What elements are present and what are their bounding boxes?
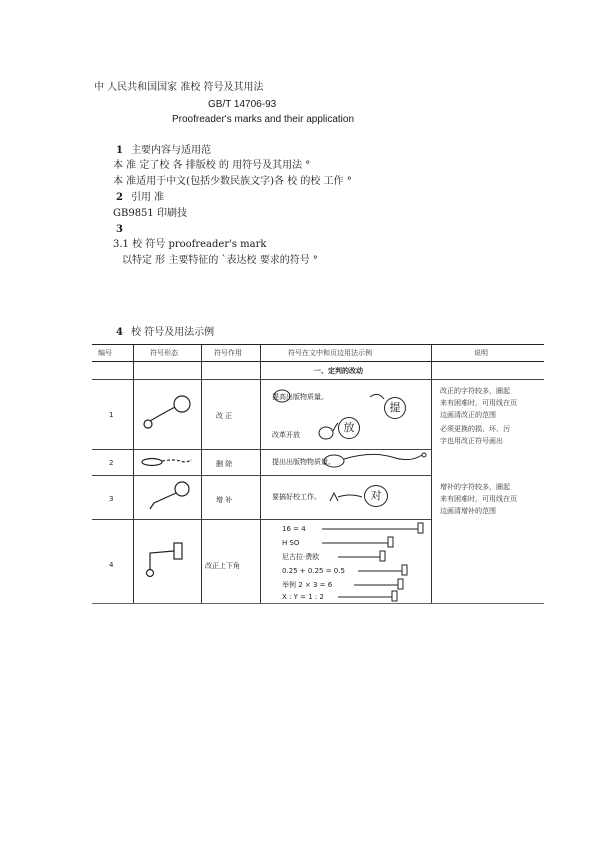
section-4-title: 校 符号及用法示例	[131, 327, 215, 338]
row-3-note-line-2: 来有困难时，可用线在页	[440, 495, 517, 503]
proofreading-marks-table	[92, 344, 544, 604]
row-1-margin-mark-2: 放	[338, 417, 360, 439]
correct-mark-symbol-icon	[142, 393, 194, 433]
section-3-1-term: 3.1 校 符号 proofreader's mark	[113, 239, 267, 250]
row-3-note-line-1: 增补的字符较多，圈起	[440, 483, 510, 491]
row-3-number: 3	[109, 495, 114, 503]
section-2-number: 2	[116, 192, 123, 203]
row-1-note-line-4: 必须更换的损、坏、污	[440, 425, 510, 433]
section-2-title: 引用 准	[131, 192, 165, 203]
insert-mark-symbol-icon	[144, 479, 194, 515]
section-1-line-1: 本 准 定了校 各 排版校 的 用符号及其用法 °	[113, 160, 311, 171]
row-1-margin-mark-1: 提	[384, 397, 406, 419]
row-1-note-line-3: 边画清改正的范围	[440, 411, 496, 419]
document-title-cn: 中 人民共和国国家 准校 符号及其用法	[94, 82, 264, 93]
row-3-example-markup-icon	[328, 489, 368, 505]
row-1-action: 改 正	[216, 412, 233, 420]
superscript-subscript-mark-symbol-icon	[144, 541, 194, 581]
header-notes: 说明	[474, 349, 488, 357]
standard-code: GB/T 14706-93	[208, 99, 277, 110]
row-2-example-markup-icon	[322, 449, 432, 471]
section-1-line-2: 本 准适用于中文(包括少数民族文字)各 校 的校 工作 °	[113, 176, 352, 187]
row-1-example-markup-icon	[270, 387, 420, 443]
row-4-number: 4	[109, 561, 114, 569]
section-1-number: 1	[116, 145, 123, 156]
row-3-margin-mark: 对	[364, 485, 388, 507]
section-4-number: 4	[116, 327, 123, 338]
header-symbol-function: 符号作用	[214, 349, 242, 357]
section-3-number: 3	[116, 224, 123, 235]
section-2-reference: GB9851 印刷技	[113, 208, 187, 219]
section-3-1-definition: 以特定 形 主要特征的 `表达校 要求的符号 °	[122, 255, 318, 266]
row-1-note-line-5: 字也用改正符号画出	[440, 437, 503, 445]
row-3-note-line-3: 边画清增补的范围	[440, 507, 496, 515]
row-2-example: 提出出版物物质量。	[272, 458, 335, 466]
section-1-title: 主要内容与适用范	[131, 145, 211, 156]
document-title-en: Proofreader's marks and their application	[172, 114, 355, 125]
row-2-number: 2	[109, 459, 114, 467]
row-1-example-2: 改革开放	[272, 431, 300, 439]
row-2-action: 删 除	[216, 460, 233, 468]
row-4-example-line-1: 16 = 4	[282, 525, 306, 533]
row-4-example-line-6: X : Y = 1 : 2	[282, 593, 324, 601]
row-3-action: 增 补	[216, 496, 233, 504]
header-symbol-form: 符号形态	[150, 349, 178, 357]
row-4-example-line-3: 尼古拉·费欧	[282, 553, 320, 561]
row-4-example-line-5: 举例 2 × 3 = 6	[282, 581, 333, 589]
row-1-note-line-1: 改正的字符较多，圈起	[440, 387, 510, 395]
group-title: 一、定判的改动	[314, 367, 363, 375]
header-usage-example: 符号在文中和页边用法示例	[288, 349, 372, 357]
row-1-example-1: 提高出版物质量。	[272, 393, 328, 401]
header-number: 编号	[98, 349, 112, 357]
row-1-note-line-2: 来有困难时，可用线在页	[440, 399, 517, 407]
delete-mark-symbol-icon	[140, 455, 196, 469]
row-4-action: 改正上下角	[205, 562, 240, 570]
row-4-example-markup-icon	[318, 521, 434, 603]
row-4-example-line-4: 0.25 + 0.25 = 0.5	[282, 567, 345, 575]
row-3-example: 要搞好校工作。	[272, 493, 321, 501]
row-1-number: 1	[109, 411, 114, 419]
row-4-example-line-2: H SO	[282, 539, 300, 547]
